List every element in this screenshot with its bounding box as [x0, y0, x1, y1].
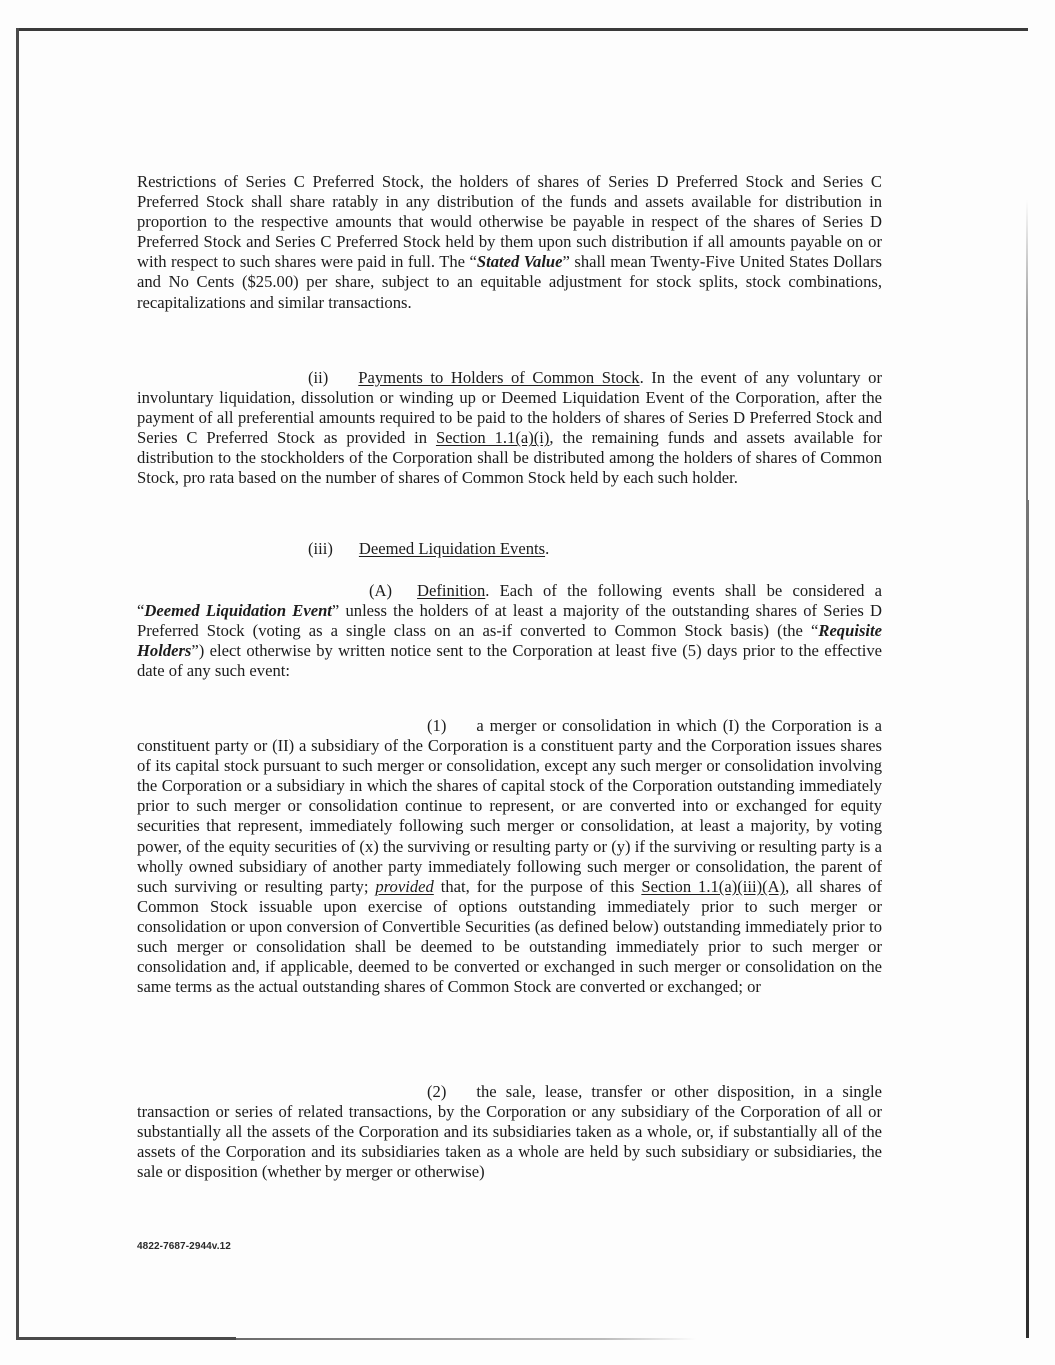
section-reference-1-1-a-i: Section 1.1(a)(i) — [435, 428, 550, 448]
paragraph-ii-payments-common: (ii) Payments to Holders of Common Stock. In the event of any voluntary or involuntary liquidation, dissolution or winding up or Deemed Liquidation Event of the Corporation, after the payment of all preferential amounts required to be paid to the holders of shares of Series D Preferred Stock and Series C Preferred Stock as provided in Section 1.1(a)(i), the remaining funds and assets available for distribution to the stockholders of the Corporation shall be distributed among the holders of shares of Common Stock, pro rata based on the number of shares of Common Stock held by each such holder. — [137, 368, 883, 488]
paragraph-number-1: (1) — [427, 716, 447, 735]
scan-border-top — [16, 28, 1028, 31]
heading-payments-common: Payments to Holders of Common Stock — [358, 368, 640, 387]
paragraph-stated-value: Restrictions of Series C Preferred Stock, the holders of shares of Series D Preferred Stock and Series C Preferred Stock shall share ratably in any distribution of the funds and assets available for distribution in proportion to the respective amounts that would otherwise be payable in respect of the shares of Series D Preferred Stock and Series C Preferred Stock held by them upon such distribution if all amounts payable on or with respect to such shares were paid in full. The “Stated Value” shall mean Twenty-Five United States Dollars and No Cents ($25.00) per share, subject to an equitable adjustment for stock splits, stock combinations, recapitalizations and similar transactions. — [137, 172, 882, 312]
scan-border-bottom — [16, 1337, 236, 1340]
proviso-provided: provided — [375, 876, 434, 896]
section-reference-1-1-a-iii-a: Section 1.1(a)(iii)(A) — [641, 876, 786, 896]
heading-deemed-liquidation-events: Deemed Liquidation Events — [358, 539, 546, 558]
defined-term-requisite-holders: Requisite Holders — [137, 621, 882, 661]
scan-border-left — [16, 28, 19, 1340]
defined-term-deemed-liquidation-event: Deemed Liquidation Event — [144, 601, 332, 621]
paragraph-a-definition: (A) Definition. Each of the following events shall be considered a “Deemed Liquidation Event” unless the holders of at least a majority of the outstanding shares of Series D Preferred Stock (voting as a single class on an as-if converted to Common Stock basis) (the “Requisite Holders”) elect otherwise by written notice sent to the Corporation at least five (5) days prior to the effective date of any such event: — [137, 581, 882, 681]
paragraph-number-ii: (ii) — [308, 368, 329, 387]
paragraph-number-iii: (iii) — [308, 539, 333, 558]
paragraph-number-a: (A) — [369, 581, 393, 600]
scan-border-right — [1026, 500, 1029, 1338]
paragraph-2-sale-disposition: (2) the sale, lease, transfer or other disposition, in a single transaction or series of related transactions, by the Corporation or any subsidiary of the Corporation of all or substantially all the assets of the Corporation and its subsidiaries taken as a whole, or, if substantially all of the assets of the Corporation and its subsidiaries taken as a whole are held by such subsidiary or subsidiaries, the sale or disposition (whether by merger or otherwise) — [137, 1082, 882, 1182]
scan-border-right-faint — [1026, 200, 1028, 500]
document-id-footer: 4822-7687-2944v.12 — [137, 1241, 231, 1252]
paragraph-number-2: (2) — [427, 1082, 447, 1101]
heading-definition: Definition — [417, 581, 486, 600]
scan-border-bottom-fade — [236, 1338, 696, 1340]
paragraph-1-merger: (1) a merger or consolidation in which (I) the Corporation is a constituent party or (II) a subsidiary of the Corporation is a constituent party and the Corporation issues shares of its capital stock pursuant to such merger or consolidation, except any such merger or consolidation involving the Corporation or a subsidiary in which the shares of capital stock of the Corporation outstanding immediately prior to such merger or consolidation continue to represent, or are converted into or exchanged for equity securities that represent, immediately following such merger or consolidation, at least a majority, by voting power, of the equity securities of (x) the surviving or resulting party or (y) if the surviving or resulting party is a wholly owned subsidiary of another party immediately following such merger or consolidation, the parent of such surviving or resulting party; provided that, for the purpose of this Section 1.1(a)(iii)(A), all shares of Common Stock issuable upon exercise of options outstanding immediately prior to such merger or consolidation or upon conversion of Convertible Securities (as defined below) outstanding immediately prior to such merger or consolidation shall be deemed to be outstanding immediately prior to such merger or consolidation and, if applicable, deemed to be converted or exchanged in such merger or consolidation on the same terms as the actual outstanding shares of Common Stock are converted or exchanged; or — [137, 716, 882, 997]
paragraph-iii-deemed-liquidation: (iii) Deemed Liquidation Events. — [308, 539, 550, 558]
defined-term-stated-value: Stated Value — [476, 252, 563, 272]
